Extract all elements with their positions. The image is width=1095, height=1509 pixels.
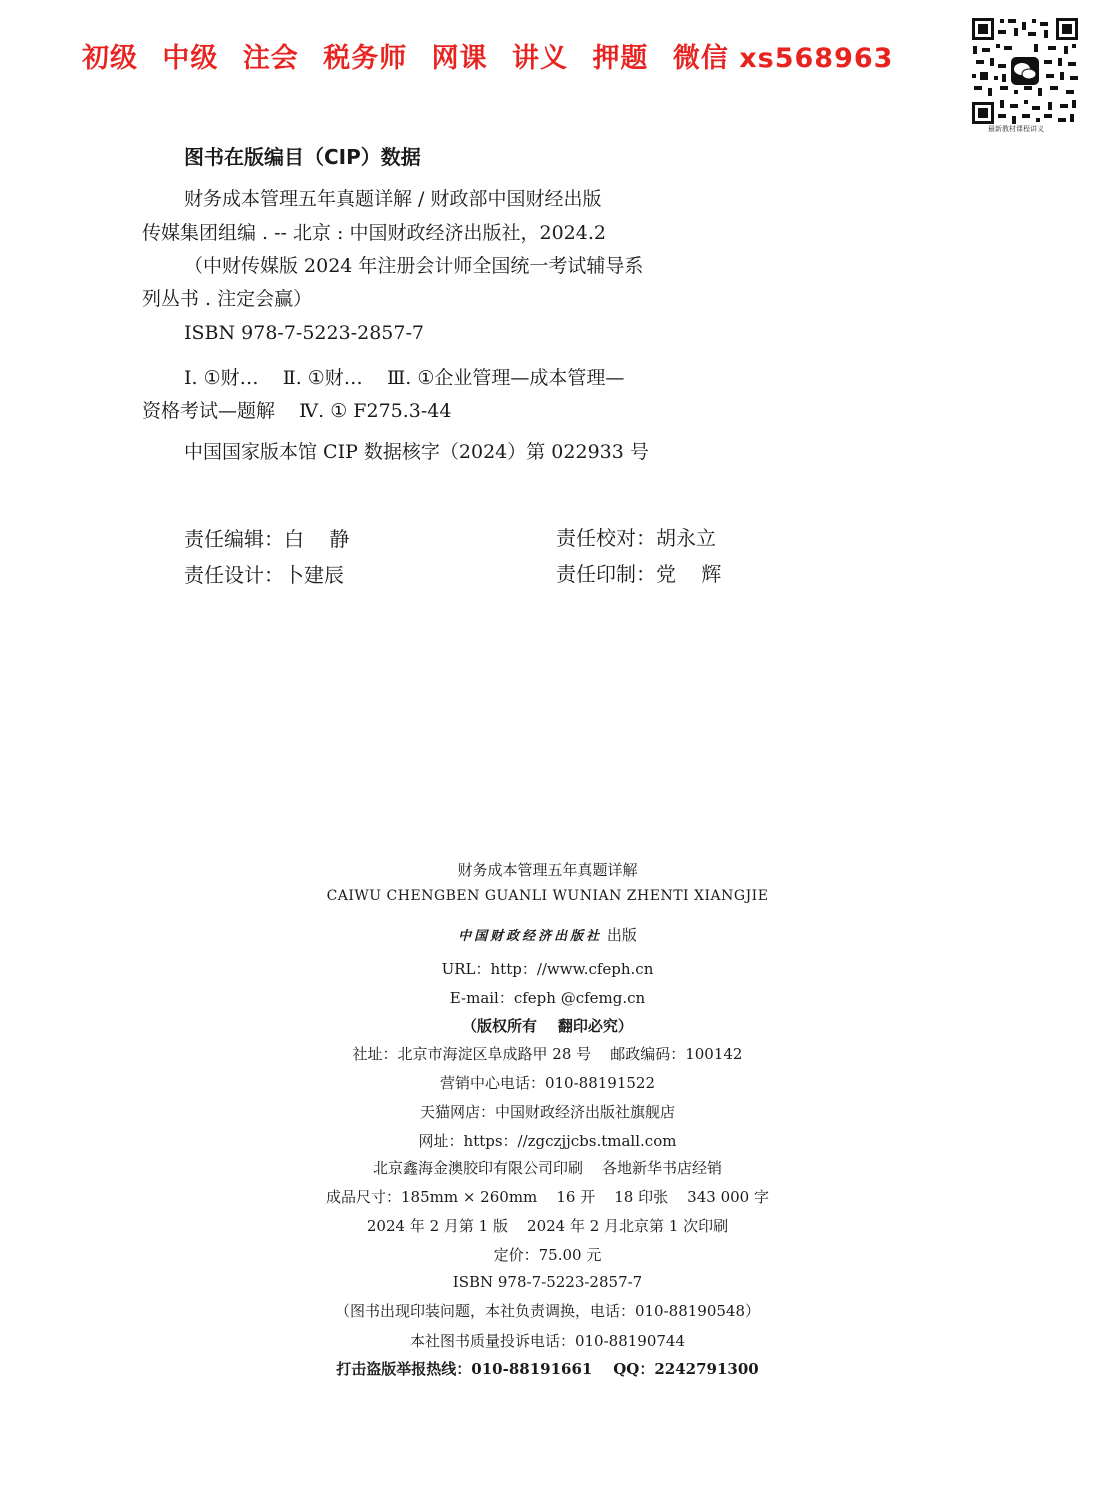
cip-record-number: 中国国家版本馆 CIP 数据核字（2024）第 022933 号 xyxy=(184,441,649,463)
publisher-url: URL：http：//www.cfeph.cn xyxy=(441,960,654,978)
price: 定价：75.00 元 xyxy=(493,1246,602,1264)
isbn: ISBN 978-7-5223-2857-7 xyxy=(452,1273,643,1291)
cip-line: 列丛书 . 注定会赢） xyxy=(142,288,313,310)
cip-classification: Ⅰ. ①财… Ⅱ. ①财… Ⅲ. ①企业管理—成本管理— xyxy=(184,367,625,389)
publisher-line xyxy=(0,924,1095,945)
cip-line: （中财传媒版 2024 年注册会计师全国统一考试辅导系 xyxy=(184,255,644,277)
staff-designer: 责任设计：卜建辰 xyxy=(184,563,344,587)
qr-code-image xyxy=(970,16,1080,126)
book-title-cn: 财务成本管理五年真题详解 xyxy=(457,861,638,879)
anti-piracy-hotline: 打击盗版举报热线：010-88191661 QQ：2242791300 xyxy=(336,1360,759,1378)
store-website: 网址：https：//zgczjjcbs.tmall.com xyxy=(418,1132,677,1150)
qr-caption: 最新教材课程讲义 xyxy=(988,125,1044,133)
promo-banner xyxy=(82,36,907,75)
publisher-address: 社址：北京市海淀区阜成路甲 28 号 邮政编码：100142 xyxy=(352,1045,743,1063)
staff-printing: 责任印制：党 辉 xyxy=(556,562,722,586)
banner-item: 中级 xyxy=(162,43,219,74)
publisher-logo-text: 中国财政经济出版社 xyxy=(458,929,603,944)
binding-issue-notice: （图书出现印装问题，本社负责调换，电话：010-88190548） xyxy=(334,1302,761,1320)
quality-complaint-phone: 本社图书质量投诉电话：010-88190744 xyxy=(409,1332,686,1350)
banner-item: 初级 xyxy=(82,43,138,74)
edition-info: 2024 年 2 月第 1 版 2024 年 2 月北京第 1 次印刷 xyxy=(366,1217,729,1235)
printer-info: 北京鑫海金澳胶印有限公司印刷 各地新华书店经销 xyxy=(372,1159,723,1177)
book-title-pinyin: CAIWU CHENGBEN GUANLI WUNIAN ZHENTI XIANGJIE xyxy=(326,888,769,904)
banner-item: 网课 xyxy=(431,43,488,74)
publisher-email: E-mail：cfeph @cfemg.cn xyxy=(449,989,646,1007)
cip-line: 财务成本管理五年真题详解 / 财政部中国财经出版 xyxy=(184,188,602,210)
cip-classification: 资格考试—题解 Ⅳ. ① F275.3-44 xyxy=(142,400,452,422)
cip-isbn: ISBN 978-7-5223-2857-7 xyxy=(184,322,424,344)
format-info: 成品尺寸：185mm × 260mm 16 开 18 印张 343 000 字 xyxy=(326,1188,769,1206)
banner-item: 注会 xyxy=(242,43,299,74)
banner-item: 微信 xs568963 xyxy=(672,43,894,74)
banner-item: 税务师 xyxy=(323,43,408,74)
staff-proofreader: 责任校对：胡永立 xyxy=(556,526,716,550)
marketing-phone: 营销中心电话：010-88191522 xyxy=(439,1074,656,1092)
publisher-suffix: 出版 xyxy=(606,926,637,944)
cip-heading: 图书在版编目（CIP）数据 xyxy=(184,145,421,169)
banner-item: 押题 xyxy=(592,43,649,74)
cip-line: 传媒集团组编 . -- 北京 : 中国财政经济出版社，2024.2 xyxy=(142,222,606,244)
copyright-notice: （版权所有 翻印必究） xyxy=(462,1017,633,1035)
tmall-store: 天猫网店：中国财政经济出版社旗舰店 xyxy=(419,1103,675,1121)
staff-editor: 责任编辑：白 静 xyxy=(184,527,350,551)
banner-item: 讲义 xyxy=(512,43,569,74)
